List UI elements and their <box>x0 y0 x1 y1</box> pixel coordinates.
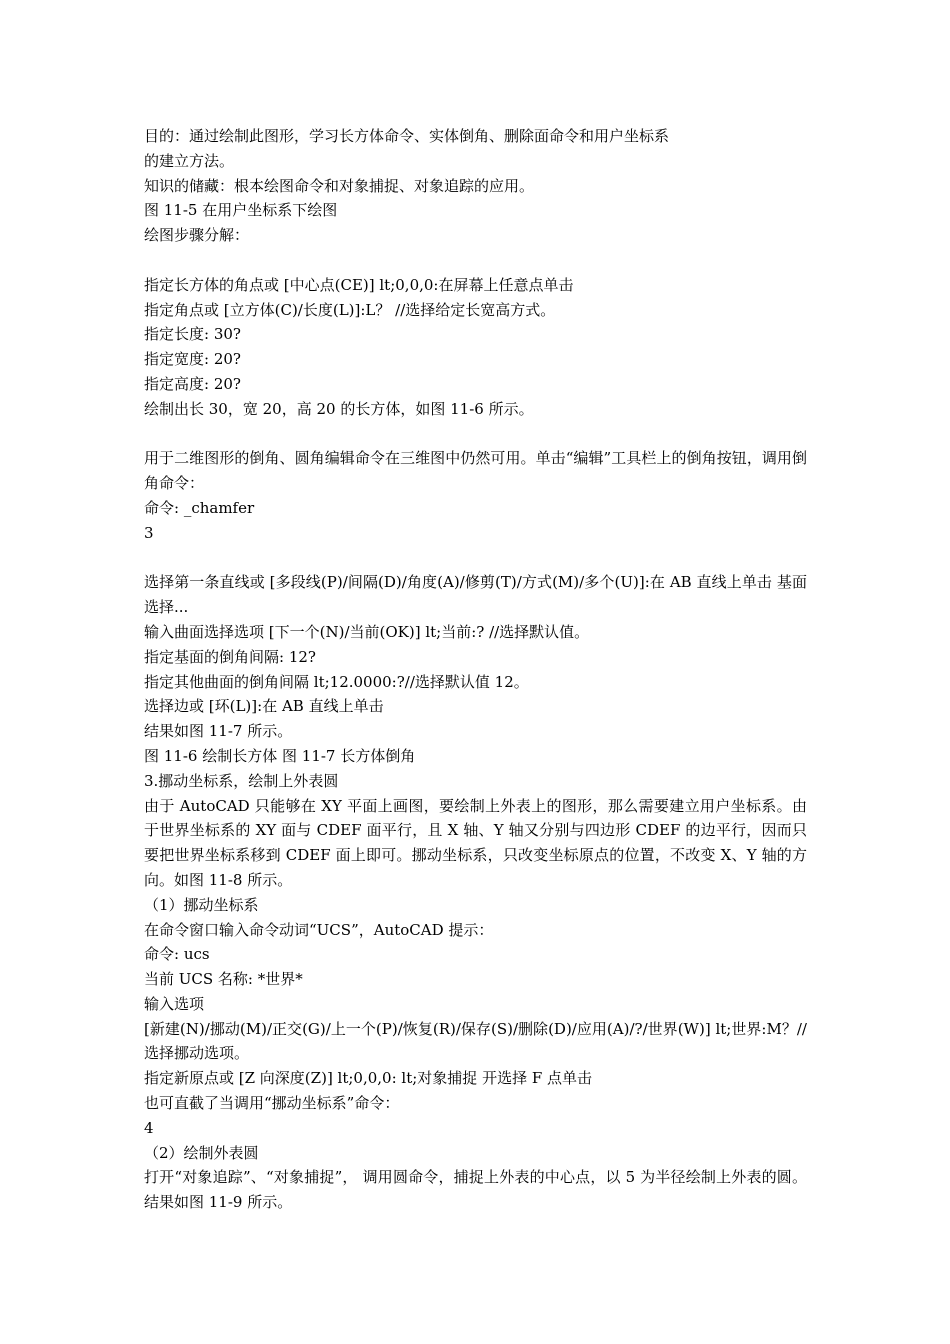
page-number: 3 <box>144 523 154 542</box>
paragraph-draw-circle: 打开“对象追踪”、“对象捕捉”， 调用圆命令，捕捉上外表的中心点，以 5 为半径绘制上外表的圆。结果如图 11-9 所示。 <box>144 1168 807 1212</box>
document-body <box>144 124 807 1215</box>
subsection-heading-move-ucs: （1）挪动坐标系 <box>144 895 259 914</box>
paragraph-box-result: 绘制出长 30，宽 20，高 20 的长方体，如图 11-6 所示。 <box>144 399 534 418</box>
command-line: 输入曲面选择选项 [下一个(N)/当前(OK)] lt;当前:? //选择默认值。 <box>144 622 590 641</box>
command-line: 输入选项 <box>144 994 205 1013</box>
command-line: 指定高度: 20? <box>144 374 241 393</box>
command-line: 命令: _chamfer <box>144 498 255 517</box>
spacer <box>144 248 807 273</box>
paragraph-direct-call: 也可直截了当调用“挪动坐标系”命令： <box>144 1094 400 1113</box>
paragraph-result: 结果如图 11-7 所示。 <box>144 722 293 741</box>
command-line: 指定角点或 [立方体(C)/长度(L)]:L？ //选择给定长宽高方式。 <box>144 300 556 319</box>
figure-caption-11-6-11-7: 图 11-6 绘制长方体 图 11-7 长方体倒角 <box>144 746 416 765</box>
command-line: 选择边或 [环(L)]:在 AB 直线上单击 <box>144 697 384 716</box>
spacer <box>144 422 807 447</box>
paragraph-chamfer-intro: 用于二维图形的倒角、圆角编辑命令在三维图中仍然可用。单击“编辑”工具栏上的倒角按钮，调用倒角命令： <box>144 449 807 493</box>
command-line: 命令: ucs <box>144 945 210 964</box>
section-heading-move-ucs: 3.挪动坐标系，绘制上外表圆 <box>144 771 339 790</box>
command-line: [新建(N)/挪动(M)/正交(G)/上一个(P)/恢复(R)/保存(S)/删除(D)/应用(A)/?/世界(W)] lt;世界:M？//选择挪动选项。 <box>144 1019 807 1063</box>
paragraph-purpose-cont: 的建立方法。 <box>144 151 235 170</box>
command-line: 指定长度: 30? <box>144 325 241 344</box>
command-line: 指定新原点或 [Z 向深度(Z)] lt;0,0,0: lt;对象捕捉 开选择 F 点单击 <box>144 1069 593 1088</box>
subsection-heading-draw-circle: （2）绘制外表圆 <box>144 1143 259 1162</box>
paragraph-ucs-prompt: 在命令窗口输入命令动词“UCS”，AutoCAD 提示： <box>144 920 494 939</box>
spacer <box>144 546 807 571</box>
command-line: 指定宽度: 20? <box>144 350 241 369</box>
command-line: 当前 UCS 名称: *世界* <box>144 970 303 989</box>
paragraph-purpose: 目的：通过绘制此图形，学习长方体命令、实体倒角、删除面命令和用户坐标系 <box>144 127 670 145</box>
paragraph-knowledge: 知识的储藏：根本绘图命令和对象捕捉、对象追踪的应用。 <box>144 176 535 195</box>
command-line: 选择第一条直线或 [多段线(P)/间隔(D)/角度(A)/修剪(T)/方式(M)/多个(U)]:在 AB 直线上单击 基面选择... <box>144 573 807 617</box>
figure-caption-11-5: 图 11-5 在用户坐标系下绘图 <box>144 201 338 220</box>
command-line: 指定其他曲面的倒角间隔 lt;12.0000:?//选择默认值 12。 <box>144 672 529 691</box>
command-line: 指定基面的倒角间隔: 12? <box>144 647 316 666</box>
section-heading-steps: 绘图步骤分解： <box>144 226 250 245</box>
command-line: 指定长方体的角点或 [中心点(CE)] lt;0,0,0:在屏幕上任意点单击 <box>144 275 574 294</box>
paragraph-ucs-explanation: 由于 AutoCAD 只能够在 XY 平面上画图，要绘制上外表上的图形，那么需要建立用户坐标系。由于世界坐标系的 XY 面与 CDEF 面平行，且 X 轴、Y 轴又分别与四边形 CDEF 的边平行，因而只要把世界坐标系移到 CDEF 面上即可。挪动坐标系，只改变坐标原点的位置，不改变 X、Y 轴的方向。如图 11-8 所示。 <box>144 796 807 889</box>
page-number: 4 <box>144 1118 154 1137</box>
